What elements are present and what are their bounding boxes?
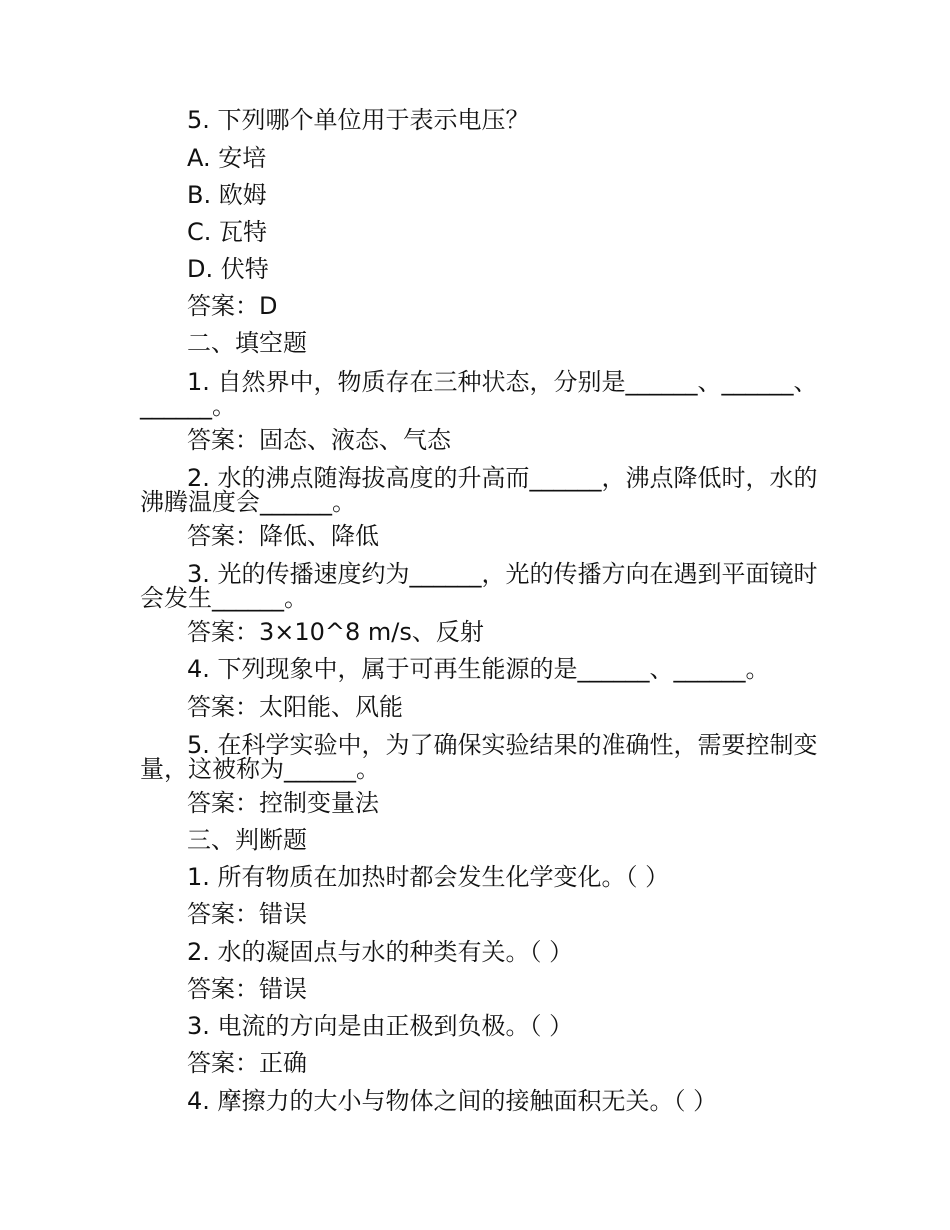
fill-answer-2: 答案：降低、降低 [187,522,379,550]
judge-question-4: 4. 摩擦力的大小与物体之间的接触面积无关。（ ） [187,1087,718,1115]
fill-answer-1: 答案：固态、液态、气态 [187,426,451,454]
mc-question-5: 5. 下列哪个单位用于表示电压？ [187,106,530,134]
section-title-fill: 二、填空题 [187,329,307,357]
fill-answer-5: 答案：控制变量法 [187,789,379,817]
fill-question-3: 3. 光的传播速度约为______，光的传播方向在遇到平面镜时会发生______。 [140,560,818,612]
mc-option-a: A. 安培 [187,144,267,172]
fill-answer-4: 答案：太阳能、风能 [187,693,403,721]
judge-answer-1: 答案：错误 [187,900,307,928]
mc-option-d: D. 伏特 [187,255,269,283]
fill-question-2: 2. 水的沸点随海拔高度的升高而______，沸点降低时，水的沸腾温度会______。 [140,464,818,516]
section-title-judge: 三、判断题 [187,826,307,854]
mc-option-b: B. 欧姆 [187,181,267,209]
fill-question-1: 1. 自然界中，物质存在三种状态，分别是______、______、______。 [140,368,818,420]
judge-answer-2: 答案：错误 [187,975,307,1003]
fill-question-5: 5. 在科学实验中，为了确保实验结果的准确性，需要控制变量，这被称为______。 [140,731,818,783]
fill-question-4: 4. 下列现象中，属于可再生能源的是______、______。 [187,655,770,683]
fill-answer-3: 答案：3×10^8 m/s、反射 [187,618,484,646]
judge-question-3: 3. 电流的方向是由正极到负极。（ ） [187,1012,574,1040]
mc-option-c: C. 瓦特 [187,218,268,246]
judge-question-1: 1. 所有物质在加热时都会发生化学变化。（ ） [187,863,670,891]
judge-question-2: 2. 水的凝固点与水的种类有关。（ ） [187,938,574,966]
judge-answer-3: 答案：正确 [187,1049,307,1077]
mc-answer: 答案：D [187,292,278,320]
